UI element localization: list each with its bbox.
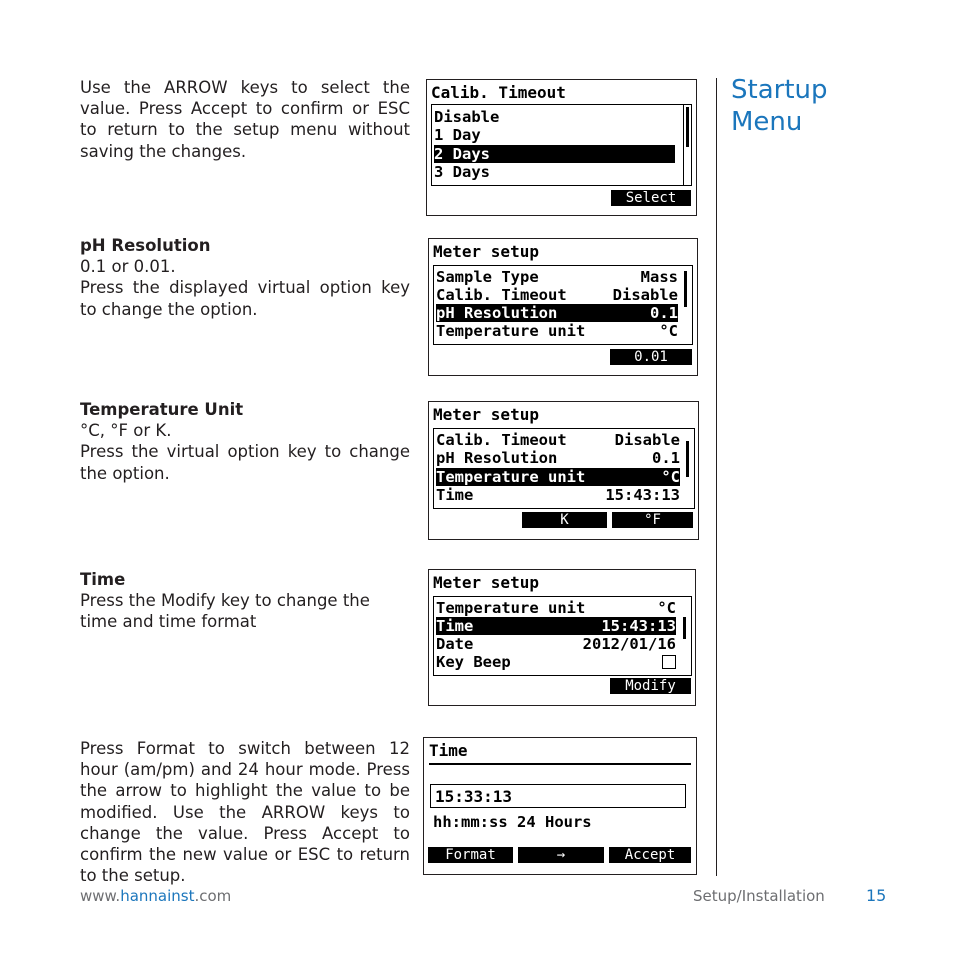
scrollbar-thumb[interactable] [683, 617, 686, 639]
lcd-screen-time-format [423, 737, 697, 875]
row-value: Disable [614, 431, 680, 449]
row-value: Disable [612, 286, 678, 304]
paragraph: Use the ARROW keys to select the value. Press Accept to confirm or ESC to return to the setup menu without saving the changes. [80, 78, 410, 161]
screen-title: Calib. Timeout [431, 83, 566, 102]
footer-section-name: Setup/Installation [693, 887, 825, 905]
time-mode-label: hh:mm:ss 24 Hours [433, 813, 592, 831]
row-value: 15:43:13 [605, 486, 680, 504]
section-title-line: Startup [731, 75, 828, 105]
row-label: Temperature unit [436, 468, 586, 486]
list-item[interactable] [436, 431, 680, 449]
scrollbar-thumb[interactable] [686, 441, 689, 477]
time-section [80, 569, 410, 633]
calib-timeout-instructions [80, 77, 410, 162]
list-item[interactable] [436, 635, 676, 653]
row-label: pH Resolution [436, 304, 558, 322]
paragraph: 0.1 or 0.01. [80, 257, 176, 277]
url-suffix: .com [194, 887, 232, 905]
url-prefix: www. [80, 887, 121, 905]
list-item[interactable] [434, 163, 675, 181]
row-label: Key Beep [436, 653, 511, 671]
row-value: °C [659, 322, 678, 340]
format-key[interactable]: Format [428, 847, 513, 863]
setup-list [433, 265, 693, 345]
list-item[interactable] [436, 449, 680, 467]
list-item[interactable] [436, 653, 676, 671]
setup-list [433, 428, 695, 509]
section-title-line: Menu [731, 107, 803, 137]
paragraph: Press the displayed virtual option key to change the option. [80, 278, 410, 319]
row-label: Time [436, 486, 474, 504]
footer-url[interactable] [80, 886, 231, 906]
section-title [731, 74, 828, 138]
column-divider [716, 78, 717, 876]
row-label: Temperature unit [436, 599, 586, 617]
list-item-selected[interactable] [434, 145, 675, 163]
url-domain: hannainst [120, 887, 195, 905]
paragraph: °C, °F or K. [80, 421, 172, 441]
lcd-screen-time [428, 569, 696, 706]
option-key-001[interactable]: 0.01 [610, 349, 692, 365]
section-heading: pH Resolution [80, 236, 211, 255]
list-item[interactable] [436, 486, 680, 504]
row-label: Calib. Timeout [436, 286, 567, 304]
temperature-unit-section [80, 399, 410, 484]
option-key-fahrenheit[interactable]: °F [612, 512, 693, 528]
row-value: 15:43:13 [601, 617, 676, 635]
list-item[interactable] [436, 286, 678, 304]
list-item-selected[interactable] [436, 304, 678, 322]
checkbox-icon [662, 655, 676, 669]
paragraph: Press the virtual option key to change the option. [80, 442, 410, 483]
row-value: Mass [640, 268, 678, 286]
row-label: Disable [434, 108, 500, 126]
page-number: 15 [866, 886, 887, 905]
row-value: 2012/01/16 [582, 635, 676, 653]
row-label: 3 Days [434, 163, 490, 181]
paragraph: Press the Modify key to change the time and time format [80, 591, 370, 632]
row-label: Temperature unit [436, 322, 586, 340]
key-beep-checkbox[interactable] [662, 653, 676, 671]
setup-list [433, 596, 692, 676]
row-label: 2 Days [434, 145, 490, 163]
row-value: °C [657, 599, 676, 617]
lcd-screen-temperature-unit [428, 401, 699, 540]
row-label: Sample Type [436, 268, 539, 286]
list-item[interactable] [436, 268, 678, 286]
list-item-selected[interactable] [436, 617, 676, 635]
lcd-screen-calib-timeout [426, 79, 697, 216]
row-label: Date [436, 635, 474, 653]
row-label: Calib. Timeout [436, 431, 567, 449]
time-value-field[interactable]: 15:33:13 [430, 784, 686, 808]
list-item[interactable] [434, 126, 675, 144]
section-heading: Time [80, 570, 126, 589]
title-underline [429, 763, 691, 765]
row-value: 0.1 [652, 449, 680, 467]
paragraph: Press Format to switch between 12 hour (am/pm) and 24 hour mode. Press the arrow to highlight the value to be modified. Use the ARROW keys to change the value. Press Accept to confirm the new value or ESC to return to the setup. [80, 739, 410, 886]
screen-title: Meter setup [433, 242, 539, 261]
list-item[interactable] [436, 599, 676, 617]
lcd-screen-ph-resolution [428, 238, 698, 376]
select-key[interactable]: Select [611, 190, 691, 206]
option-key-k[interactable]: K [522, 512, 607, 528]
list-item[interactable] [434, 108, 675, 126]
scrollbar-thumb[interactable] [684, 271, 687, 307]
scrollbar-thumb[interactable] [686, 107, 689, 147]
row-label: pH Resolution [436, 449, 558, 467]
screen-title: Meter setup [433, 405, 539, 424]
time-format-instructions [80, 738, 410, 886]
option-list [431, 104, 692, 186]
section-heading: Temperature Unit [80, 400, 244, 419]
row-value: 0.1 [650, 304, 678, 322]
accept-key[interactable]: Accept [609, 847, 691, 863]
screen-title: Time [429, 741, 468, 760]
scrollbar-track [683, 105, 684, 185]
row-value: °C [661, 468, 680, 486]
modify-key[interactable]: Modify [610, 678, 691, 694]
row-label: Time [436, 617, 474, 635]
arrow-right-key[interactable]: → [518, 847, 604, 863]
row-label: 1 Day [434, 126, 481, 144]
list-item-selected[interactable] [436, 468, 680, 486]
list-item[interactable] [436, 322, 678, 340]
ph-resolution-section [80, 235, 410, 320]
screen-title: Meter setup [433, 573, 539, 592]
